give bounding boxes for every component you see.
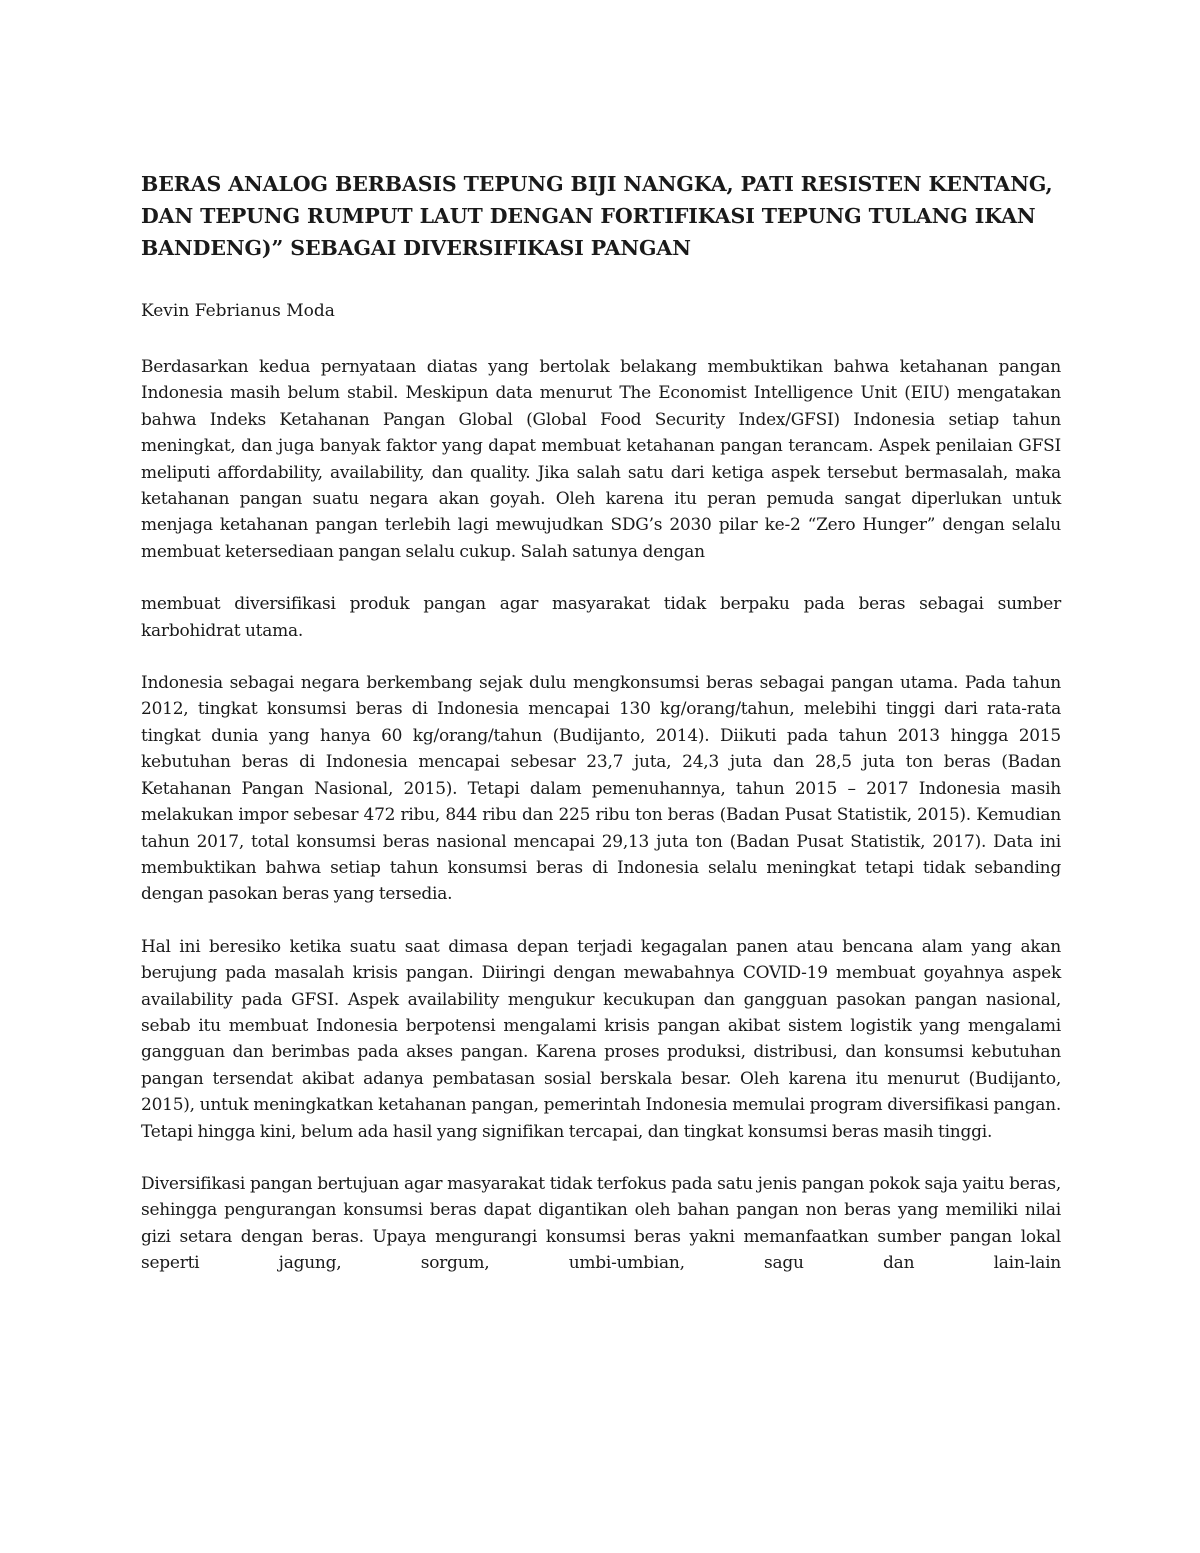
paragraph-3: Indonesia sebagai negara berkembang sejak dulu mengkonsumsi beras sebagai pangan utama. Pada tahun 2012, tingkat konsumsi beras di Indonesia mencapai 130 kg/orang/tahun, melebihi tinggi dari rata-rata tingkat dunia yang hanya 60 kg/orang/tahun (Budijanto, 2014). Diikuti pada tahun 2013 hingga 2015 kebutuhan beras di Indonesia mencapai sebesar 23,7 juta, 24,3 juta dan 28,5 juta ton beras (Badan Ketahanan Pangan Nasional, 2015). Tetapi dalam pemenuhannya, tahun 2015 – 2017 Indonesia masih melakukan impor sebesar 472 ribu, 844 ribu dan 225 ribu ton beras (Badan Pusat Statistik, 2015). Kemudian tahun 2017, total konsumsi beras nasional mencapai 29,13 juta ton (Badan Pusat Statistik, 2017). Data ini membuktikan bahwa setiap tahun konsumsi beras di Indonesia selalu meningkat tetapi tidak sebanding dengan pasokan beras yang tersedia. [141, 673, 1061, 905]
paragraph-2: membuat diversifikasi produk pangan agar masyarakat tidak berpaku pada beras sebagai sumber karbohidrat utama. [141, 594, 1061, 641]
paragraph-1: Berdasarkan kedua pernyataan diatas yang bertolak belakang membuktikan bahwa ketahanan pangan Indonesia masih belum stabil. Meskipun data menurut The Economist Intelligence Unit (EIU) mengatakan bahwa Indeks Ketahanan Pangan Global (Global Food Security Index/GFSI) Indonesia setiap tahun meningkat, dan juga banyak faktor yang dapat membuat ketahanan pangan terancam. Aspek penilaian GFSI meliputi affordability, availability, dan quality. Jika salah satu dari ketiga aspek tersebut bermasalah, maka ketahanan pangan suatu negara akan goyah. Oleh karena itu peran pemuda sangat diperlukan untuk menjaga ketahanan pangan terlebih lagi mewujudkan SDG’s 2030 pilar ke-2 “Zero Hunger” dengan selalu membuat ketersediaan pangan selalu cukup. Salah satunya dengan [141, 357, 1061, 562]
author-name: Kevin Febrianus Moda [141, 301, 335, 321]
paragraph-5: Diversifikasi pangan bertujuan agar masyarakat tidak terfokus pada satu jenis pangan pokok saja yaitu beras, sehingga pengurangan konsumsi beras dapat digantikan oleh bahan pangan non beras yang memiliki nilai gizi setara dengan beras. Upaya mengurangi konsumsi beras yakni memanfaatkan sumber pangan lokal seperti jagung, sorgum, umbi-umbian, sagu dan lain-lain [141, 1173, 1061, 1274]
paragraph-4: Hal ini beresiko ketika suatu saat dimasa depan terjadi kegagalan panen atau bencana alam yang akan berujung pada masalah krisis pangan. Diiringi dengan mewabahnya COVID-19 membuat goyahnya aspek availability pada GFSI. Aspek availability mengukur kecukupan dan gangguan pasokan pangan nasional, sebab itu membuat Indonesia berpotensi mengalami krisis pangan akibat sistem logistik yang mengalami gangguan dan berimbas pada akses pangan. Karena proses produksi, distribusi, dan konsumsi kebutuhan pangan tersendat akibat adanya pembatasan sosial berskala besar. Oleh karena itu menurut (Budijanto, 2015), untuk meningkatkan ketahanan pangan, pemerintah Indonesia memulai program diversifikasi pangan. Tetapi hingga kini, belum ada hasil yang signifikan tercapai, dan tingkat konsumsi beras masih tinggi. [141, 936, 1061, 1142]
document-page [141, 168, 1061, 1303]
document-title: BERAS ANALOG BERBASIS TEPUNG BIJI NANGKA, PATI RESISTEN KENTANG, DAN TEPUNG RUMPUT LAUT DENGAN FORTIFIKASI TEPUNG TULANG IKAN BANDENG)” SEBAGAI DIVERSIFIKASI PANGAN [141, 172, 1053, 260]
